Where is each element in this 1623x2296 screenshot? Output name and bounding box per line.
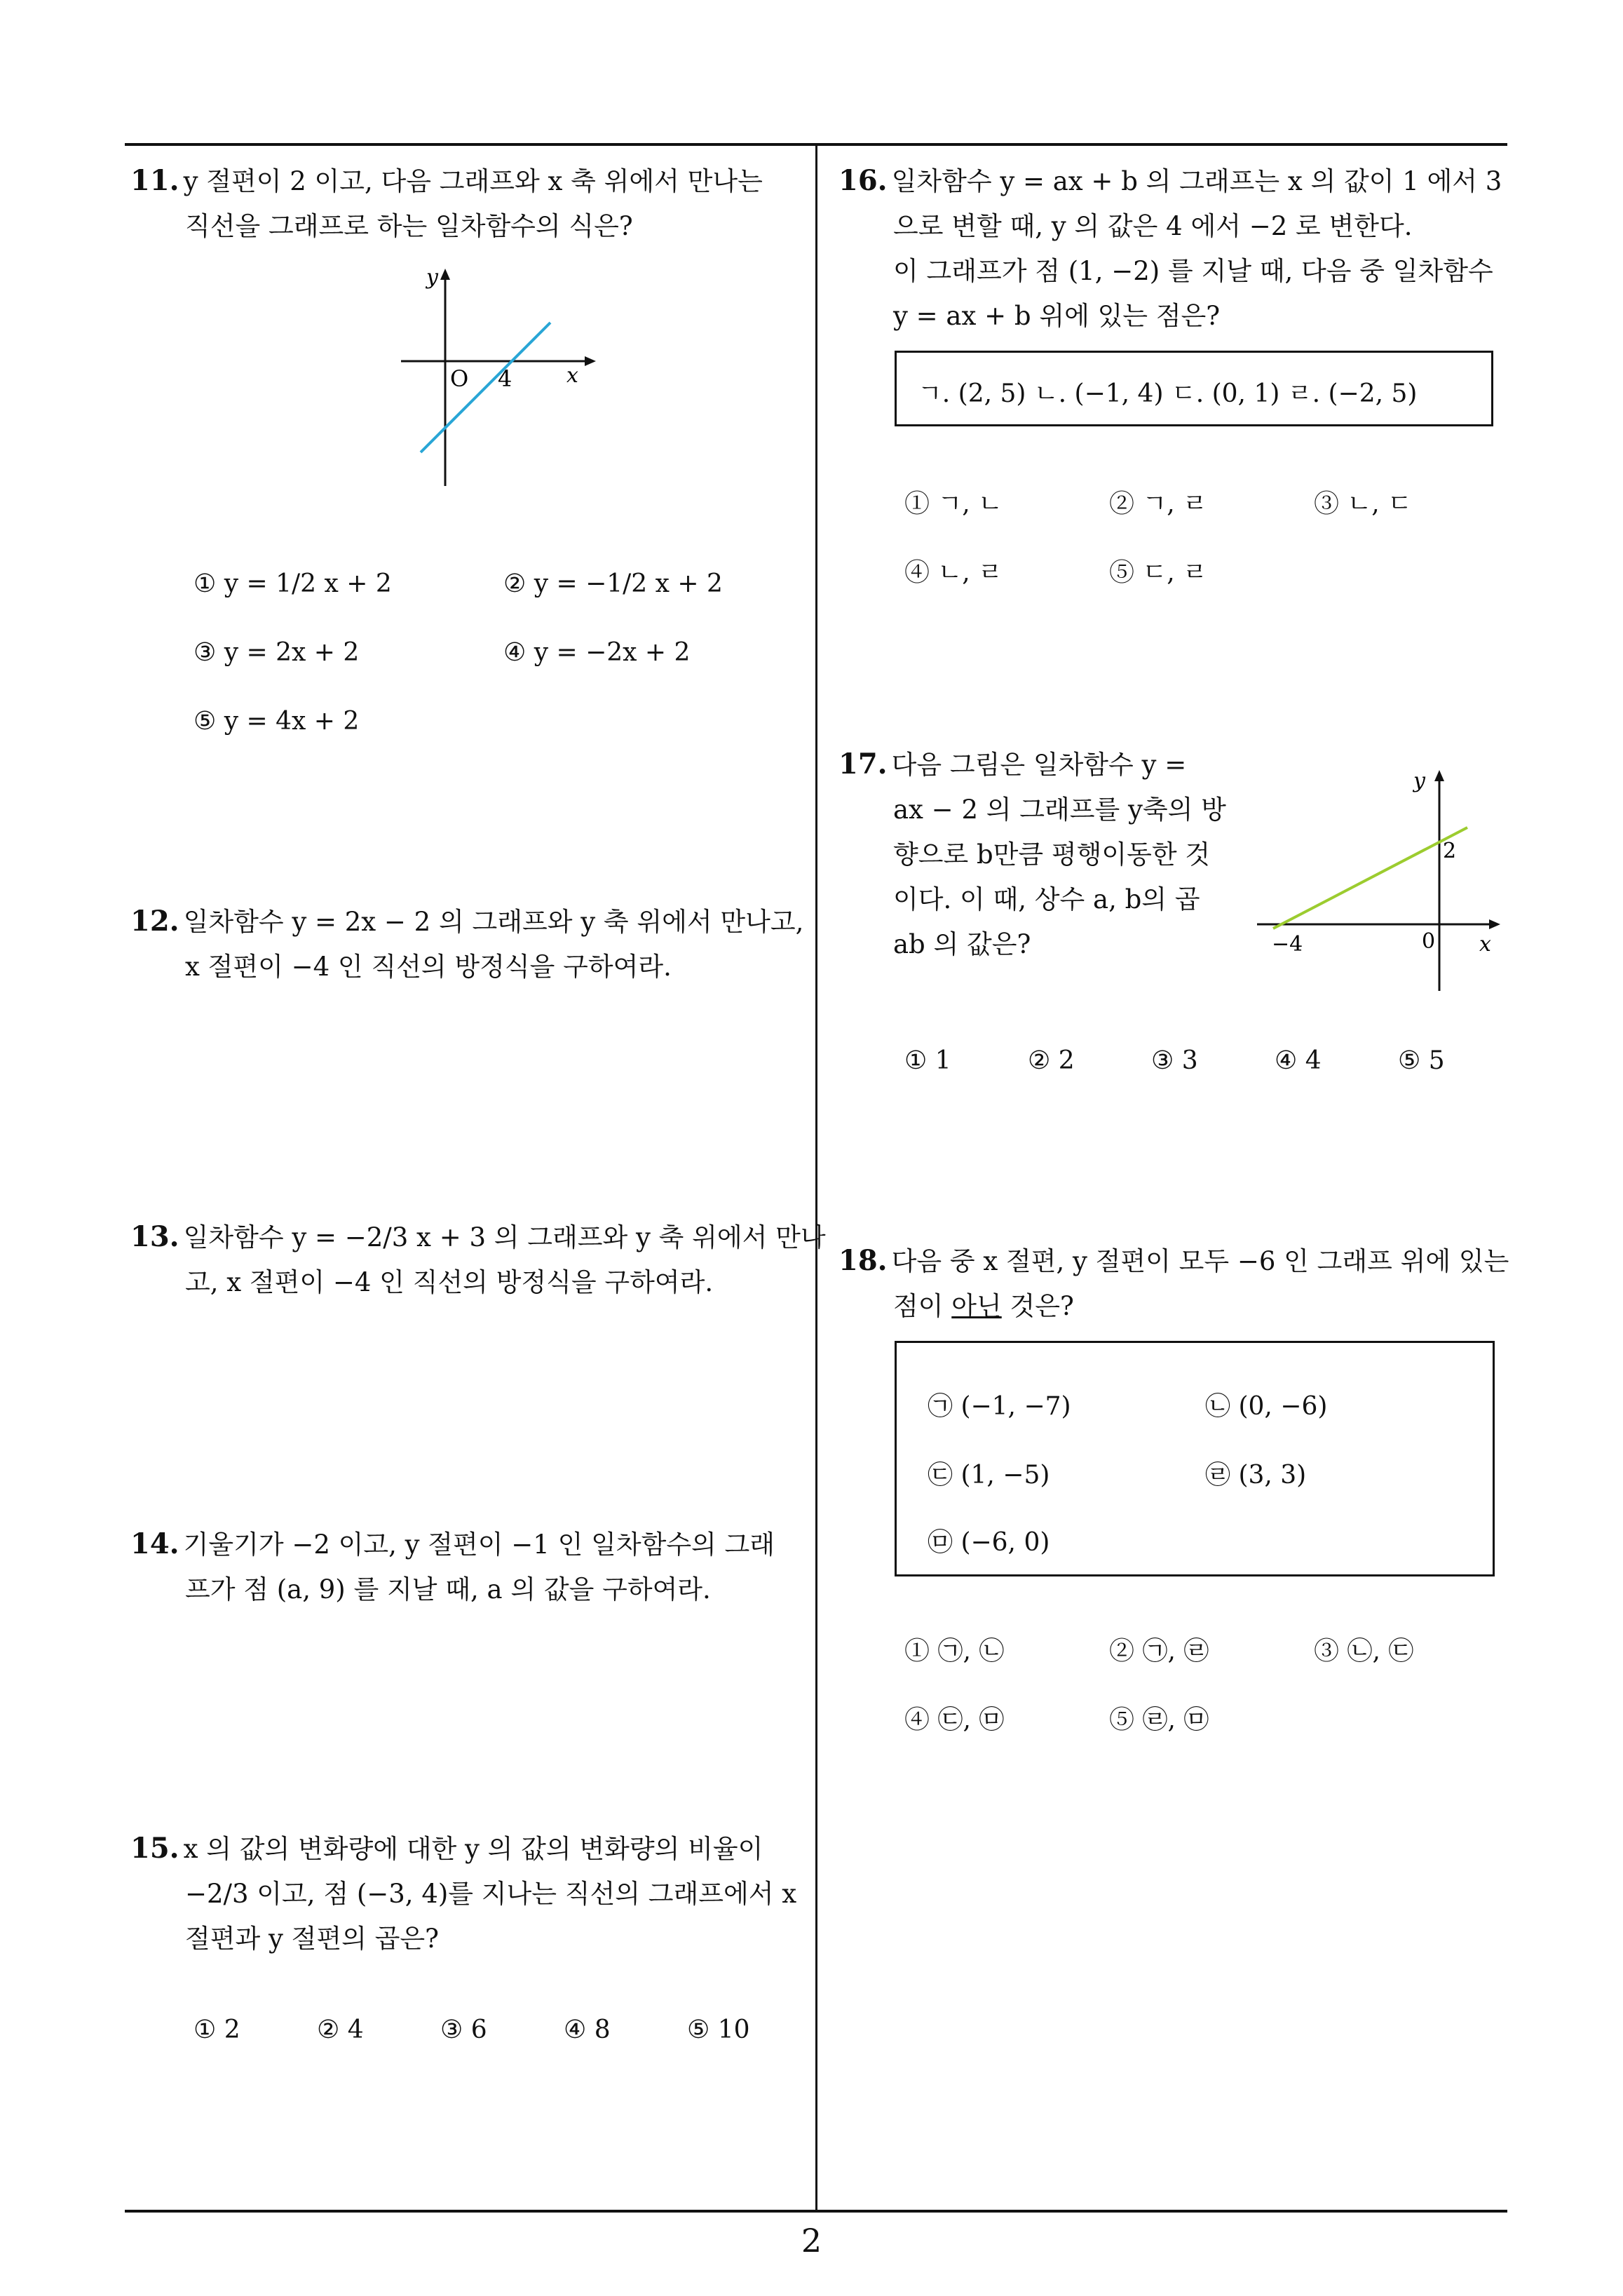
- option-4[interactable]: ④ 4: [1275, 1046, 1322, 1075]
- option-5[interactable]: ⑤ y = 4x + 2: [193, 707, 360, 736]
- question-text: 기울기가 −2 이고, y 절편이 −1 인 일차함수의 그래: [183, 1529, 775, 1560]
- question-text: 고, x 절편이 −4 인 직선의 방정식을 구하여라.: [185, 1267, 714, 1297]
- question-text: 프가 점 (a, 9) 를 지날 때, a 의 값을 구하여라.: [185, 1574, 711, 1605]
- question-text: 향으로 b만큼 평행이동한 것: [893, 839, 1211, 870]
- choice-item: ㉢ (1, −5): [928, 1461, 1050, 1490]
- option-2[interactable]: ② 4: [317, 2015, 364, 2044]
- question-text: 으로 변할 때, y 의 값은 4 에서 −2 로 변한다.: [893, 211, 1413, 241]
- question-text: 다음 중 x 절편, y 절편이 모두 −6 인 그래프 위에 있는: [891, 1246, 1509, 1276]
- question-text: 일차함수 y = 2x − 2 의 그래프와 y 축 위에서 만나고,: [183, 907, 804, 937]
- option-4[interactable]: ④ y = −2x + 2: [503, 638, 691, 667]
- question-text: 이 그래프가 점 (1, −2) 를 지날 때, 다음 중 일차함수: [893, 256, 1493, 286]
- option-1[interactable]: ① ㉠, ㉡: [904, 1637, 1005, 1666]
- q16-choice-box: [895, 351, 1493, 426]
- option-3[interactable]: ③ ㉡, ㉢: [1314, 1637, 1414, 1666]
- bottom-rule: [125, 2210, 1507, 2213]
- option-3[interactable]: ③ 3: [1151, 1046, 1198, 1075]
- question-text: 점이: [893, 1291, 952, 1321]
- option-3[interactable]: ③ ㄴ, ㄷ: [1314, 489, 1412, 518]
- choice-item: ㉠ (−1, −7): [928, 1392, 1071, 1421]
- question-number: 11.: [130, 164, 179, 197]
- question-11: [130, 158, 763, 249]
- question-number: 13.: [130, 1220, 179, 1253]
- question-text: x 의 값의 변화량에 대한 y 의 값의 변화량의 비율이: [183, 1834, 763, 1864]
- question-text: 일차함수 y = ax + b 의 그래프는 x 의 값이 1 에서 3: [891, 166, 1502, 196]
- y-tick-label: 2: [1443, 839, 1457, 863]
- question-number: 15.: [130, 1832, 179, 1865]
- question-17: [838, 742, 1226, 967]
- question-text: ax − 2 의 그래프를 y축의 방: [893, 795, 1226, 825]
- question-text: 다음 그림은 일차함수 y =: [891, 750, 1187, 780]
- question-text: 이다. 이 때, 상수 a, b의 곱: [893, 884, 1200, 914]
- question-text: y 절편이 2 이고, 다음 그래프와 x 축 위에서 만나는: [183, 166, 763, 196]
- choice-item: ㉤ (−6, 0): [928, 1528, 1050, 1557]
- question-number: 12.: [130, 905, 179, 938]
- axis-label-x: x: [1479, 932, 1491, 957]
- option-1[interactable]: ① 1: [904, 1046, 951, 1075]
- choice-item: ㉡ (0, −6): [1205, 1392, 1328, 1421]
- question-text: 일차함수 y = −2/3 x + 3 의 그래프와 y 축 위에서 만나: [183, 1222, 826, 1252]
- option-3[interactable]: ③ 6: [440, 2015, 487, 2044]
- q17-graph: [1254, 763, 1506, 994]
- question-number: 14.: [130, 1527, 179, 1560]
- axis-label-y: y: [426, 265, 438, 290]
- option-2[interactable]: ② y = −1/2 x + 2: [503, 569, 723, 598]
- question-text: x 절편이 −4 인 직선의 방정식을 구하여라.: [185, 952, 672, 982]
- option-4[interactable]: ④ ㄴ, ㄹ: [904, 558, 1003, 587]
- question-text: ab 의 값은?: [893, 929, 1031, 959]
- option-1[interactable]: ① y = 1/2 x + 2: [193, 569, 392, 598]
- axis-label-y: y: [1413, 769, 1425, 793]
- question-text: y = ax + b 위에 있는 점은?: [893, 301, 1221, 331]
- choice-list: ㄱ. (2, 5) ㄴ. (−1, 4) ㄷ. (0, 1) ㄹ. (−2, 5): [918, 379, 1418, 408]
- origin-label: O: [450, 365, 469, 392]
- option-2[interactable]: ② ㄱ, ㄹ: [1109, 489, 1207, 518]
- x-tick-label: −4: [1272, 932, 1303, 957]
- option-1[interactable]: ① ㄱ, ㄴ: [904, 489, 1003, 518]
- question-text: −2/3 이고, 점 (−3, 4)를 지나는 직선의 그래프에서 x: [185, 1879, 797, 1909]
- question-13: [130, 1215, 826, 1305]
- option-4[interactable]: ④ 8: [564, 2015, 611, 2044]
- option-3[interactable]: ③ y = 2x + 2: [193, 638, 360, 667]
- option-5[interactable]: ⑤ ㉣, ㉤: [1109, 1706, 1209, 1734]
- column-divider: [815, 143, 817, 2212]
- question-15: [130, 1826, 796, 1961]
- question-number: 16.: [838, 164, 888, 197]
- origin-label: 0: [1422, 929, 1436, 954]
- axis-label-x: x: [566, 363, 578, 388]
- option-2[interactable]: ② ㉠, ㉣: [1109, 1637, 1209, 1666]
- q11-graph: [393, 263, 603, 494]
- question-text: 직선을 그래프로 하는 일차함수의 식은?: [185, 211, 633, 241]
- question-12: [130, 899, 803, 990]
- choice-item: ㉣ (3, 3): [1205, 1461, 1307, 1490]
- emphasis-underline: 아닌: [951, 1291, 1002, 1321]
- option-5[interactable]: ⑤ 10: [687, 2015, 750, 2044]
- question-16: [838, 158, 1502, 339]
- question-number: 17.: [838, 748, 888, 781]
- x-tick-label: 4: [498, 365, 512, 392]
- question-18: [838, 1238, 1509, 1329]
- question-14: [130, 1522, 775, 1612]
- option-1[interactable]: ① 2: [193, 2015, 240, 2044]
- question-text: 것은?: [1001, 1291, 1074, 1321]
- question-number: 18.: [838, 1244, 888, 1277]
- q18-choice-box: [895, 1341, 1495, 1576]
- option-5[interactable]: ⑤ 5: [1398, 1046, 1445, 1075]
- page-number: 2: [801, 2222, 822, 2260]
- option-2[interactable]: ② 2: [1028, 1046, 1075, 1075]
- question-text: 절편과 y 절편의 곱은?: [185, 1924, 439, 1954]
- option-4[interactable]: ④ ㉢, ㉤: [904, 1706, 1005, 1734]
- option-5[interactable]: ⑤ ㄷ, ㄹ: [1109, 558, 1207, 587]
